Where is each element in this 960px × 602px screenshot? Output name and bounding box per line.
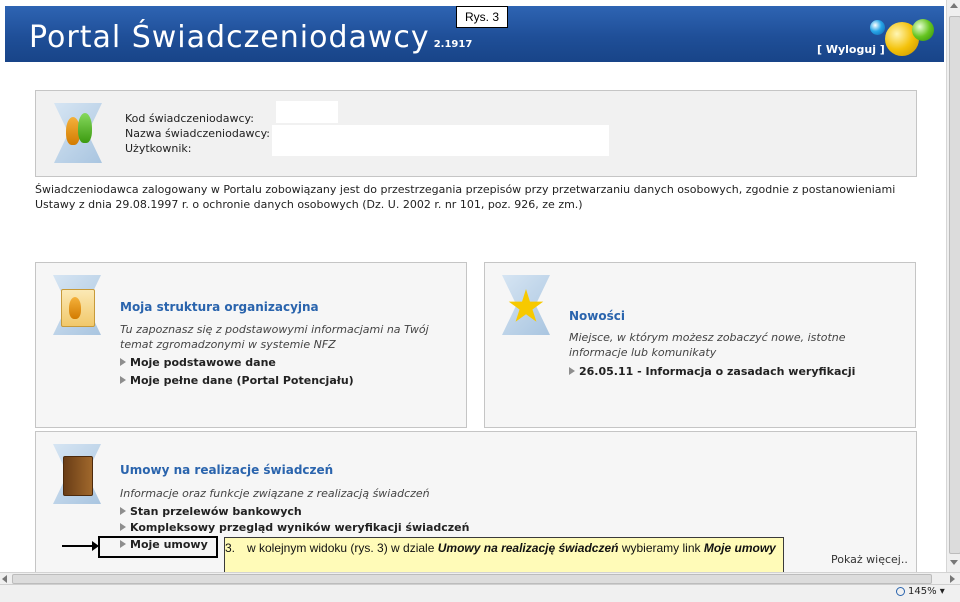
link-news-verification[interactable]: 26.05.11 - Informacja o zasadach weryfikacji (569, 365, 855, 378)
scroll-left-icon[interactable] (2, 575, 7, 583)
blue-ball-icon (870, 20, 885, 35)
green-ball-icon (912, 19, 934, 41)
triangle-right-icon (120, 376, 126, 384)
news-panel (484, 262, 916, 428)
structure-panel (35, 262, 467, 428)
link-basic-data[interactable]: Moje podstawowe dane (120, 356, 276, 369)
link-full-data[interactable]: Moje pełne dane (Portal Potencjału) (120, 374, 354, 387)
triangle-right-icon (569, 367, 575, 375)
arrow-right-icon (92, 541, 99, 551)
users-icon (54, 103, 102, 163)
link-verification-review[interactable]: Kompleksowy przegląd wyników weryfikacji świadczeń (120, 521, 469, 534)
horizontal-scroll-thumb[interactable] (12, 574, 932, 584)
provider-code-label: Kod świadczeniodawcy: (125, 112, 254, 125)
news-star-icon (502, 275, 550, 335)
logout-link[interactable]: [ Wyloguj ] (817, 43, 885, 56)
scroll-down-icon[interactable] (950, 560, 958, 565)
vertical-scroll-thumb[interactable] (949, 16, 960, 554)
scroll-up-icon[interactable] (950, 3, 958, 8)
magnifier-icon (896, 587, 905, 596)
news-desc: Miejsce, w którym możesz zobaczyć nowe, istotne informacje lub komunikaty (569, 331, 846, 359)
triangle-right-icon (120, 523, 126, 531)
portal-title: Portal Świadczeniodawcy 2.1917 (29, 20, 473, 55)
redacted-name (272, 125, 609, 156)
show-more-link[interactable]: Pokaż więcej.. (831, 553, 908, 566)
vertical-scrollbar[interactable] (946, 0, 960, 572)
triangle-right-icon (120, 507, 126, 515)
figure-caption: Rys. 3 (456, 6, 508, 28)
scroll-right-icon[interactable] (950, 575, 955, 583)
contracts-title: Umowy na realizacje świadczeń (120, 463, 334, 477)
news-title: Nowości (569, 309, 625, 323)
horizontal-scrollbar[interactable] (0, 572, 960, 584)
zoom-control[interactable]: 145% ▾ (896, 586, 945, 597)
provider-name-label: Nazwa świadczeniodawcy: (125, 127, 271, 140)
step-number: 3. (225, 541, 236, 555)
structure-desc: Tu zapoznasz się z podstawowymi informacjami na Twój temat zgromadzonymi w systemie NFZ (120, 323, 429, 351)
instruction-text: 3. w kolejnym widoku (rys. 3) w dziale Umowy na realizację świadczeń wybieramy link Moje umowy (225, 541, 776, 555)
redacted-code (276, 101, 338, 123)
user-label: Użytkownik: (125, 142, 192, 155)
logo-balls-icon (867, 16, 937, 62)
status-bar (0, 584, 960, 602)
portal-version: 2.1917 (433, 39, 473, 50)
highlight-box (98, 536, 218, 558)
contracts-desc: Informacje oraz funkcje związane z realizacją świadczeń (120, 487, 430, 500)
user-info-panel (35, 90, 917, 177)
link-bank-transfers[interactable]: Stan przelewów bankowych (120, 505, 302, 518)
org-structure-icon (53, 275, 101, 335)
link-my-contracts[interactable]: Moje umowy (120, 538, 208, 551)
pointer-arrow-line (62, 545, 96, 547)
privacy-notice: Świadczeniodawca zalogowany w Portalu zobowiązany jest do przestrzegania przepisów przy przetwarzaniu danych osobowych, zgodnie z postanowieniami Ustawy z dnia 29.08.1997 r. o ochronie danych osobowych (Dz. U. 2002 r. nr 101, poz. 926, ze zm.) (35, 183, 896, 211)
user-info-labels (125, 111, 270, 156)
triangle-right-icon (120, 358, 126, 366)
contracts-book-icon (53, 444, 101, 504)
structure-title: Moja struktura organizacyjna (120, 300, 319, 314)
